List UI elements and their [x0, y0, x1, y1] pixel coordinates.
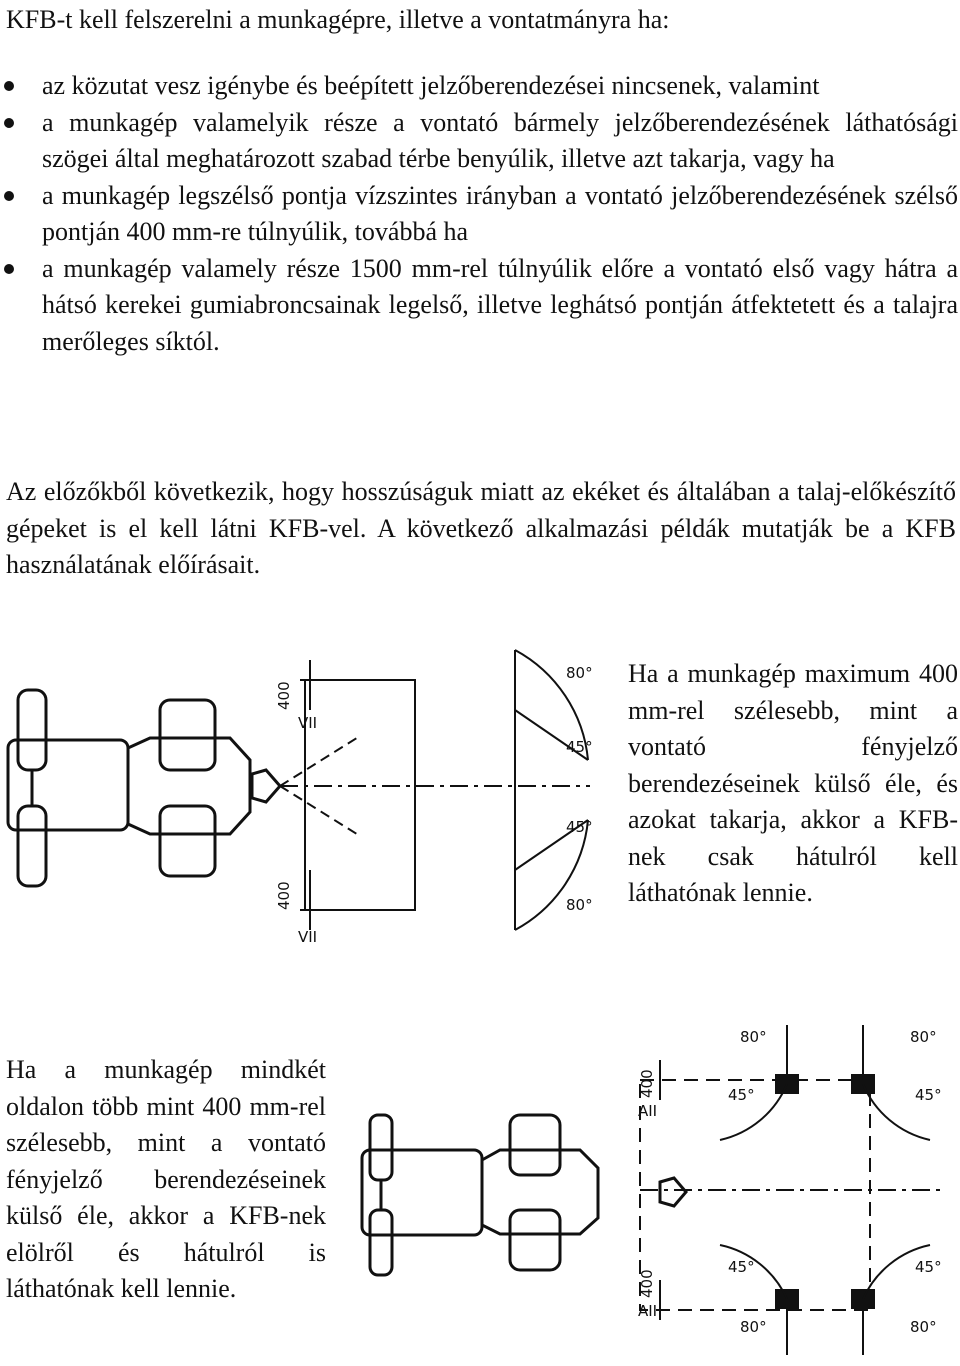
angle-label: 80°	[566, 896, 593, 914]
list-item	[0, 251, 958, 361]
dim-top-sub: VII	[298, 714, 318, 732]
angle-label: 80°	[740, 1028, 767, 1046]
bullet-icon	[4, 81, 14, 91]
list-item-text: az közutat vesz igénybe és beépített jelzőberendezései nincsenek, valamint	[42, 71, 820, 100]
angle-label: 45°	[566, 818, 593, 836]
angle-label: 80°	[910, 1028, 937, 1046]
list-item-text: a munkagép legszélső pontja vízszintes irányban a vontató jelzőberendezésének szélső pontján 400 mm-re túlnyúlik, továbbá ha	[42, 180, 958, 246]
dim-bottom-sub: AII	[638, 1302, 658, 1320]
summary-paragraph: Az előzőkből következik, hogy hosszúságuk miatt az ekéket és általában a talaj-előkészítő gépeket is el kell látni KFB-vel. A következő alkalmazási példák mutatják be a KFB használatának előírásait.	[6, 477, 956, 579]
example1-diagram	[0, 640, 625, 970]
angle-label: 80°	[740, 1318, 767, 1336]
list-item-text: a munkagép valamelyik része a vontató bármely jelzőberendezésének láthatósági szögei által meghatározott szabad térbe benyúlik, illetve azt takarja, vagy ha	[42, 107, 958, 173]
angle-label: 45°	[566, 738, 593, 756]
dim-bottom-label: 400	[638, 1269, 656, 1298]
angle-label: 80°	[910, 1318, 937, 1336]
tractor-outline	[362, 1115, 686, 1275]
dim-top-label: 400	[638, 1069, 656, 1098]
angle-label: 45°	[915, 1086, 942, 1104]
list-item	[0, 105, 958, 178]
example1-text: Ha a munkagép maximum 400 mm-rel szélesebb, mint a vontató fényjelző berendezéseinek külső éle, és azokat takarja, akkor a KFB-nek csak hátulról kell láthatónak lennie.	[628, 659, 958, 907]
implement-outline	[640, 1060, 940, 1320]
condition-list	[0, 68, 960, 360]
dim-top-label: 400	[275, 681, 293, 710]
dim-bottom-sub: VII	[298, 928, 318, 946]
list-item-text: a munkagép valamely része 1500 mm-rel túlnyúlik előre a vontató első vagy hátra a hátsó kerekei gumiabroncsainak legelső, illetve leghátsó pontján átfektetett és a talajra merőleges síktól.	[42, 253, 958, 356]
implement-outline	[280, 660, 590, 930]
angle-label: 45°	[728, 1086, 755, 1104]
visibility-angles	[515, 650, 588, 930]
angle-label: 45°	[728, 1258, 755, 1276]
list-item	[0, 68, 958, 105]
bullet-icon	[4, 264, 14, 274]
dim-top-sub: AII	[638, 1102, 658, 1120]
angle-label: 80°	[566, 664, 593, 682]
dim-bottom-label: 400	[275, 881, 293, 910]
example2-text: Ha a munkagép mindkét oldalon több mint 400 mm-rel szélesebb, mint a vontató fényjelző berendezéseinek külső éle, akkor a KFB-nek elölről és hátulról is láthatónak kell lennie.	[6, 1055, 326, 1303]
list-item	[0, 178, 958, 251]
example2-diagram	[340, 1020, 955, 1360]
bullet-icon	[4, 191, 14, 201]
angle-label: 45°	[915, 1258, 942, 1276]
tractor-outline	[8, 690, 280, 886]
bullet-icon	[4, 118, 14, 128]
intro-line: KFB-t kell felszerelni a munkagépre, illetve a vontatmányra ha:	[6, 5, 670, 34]
